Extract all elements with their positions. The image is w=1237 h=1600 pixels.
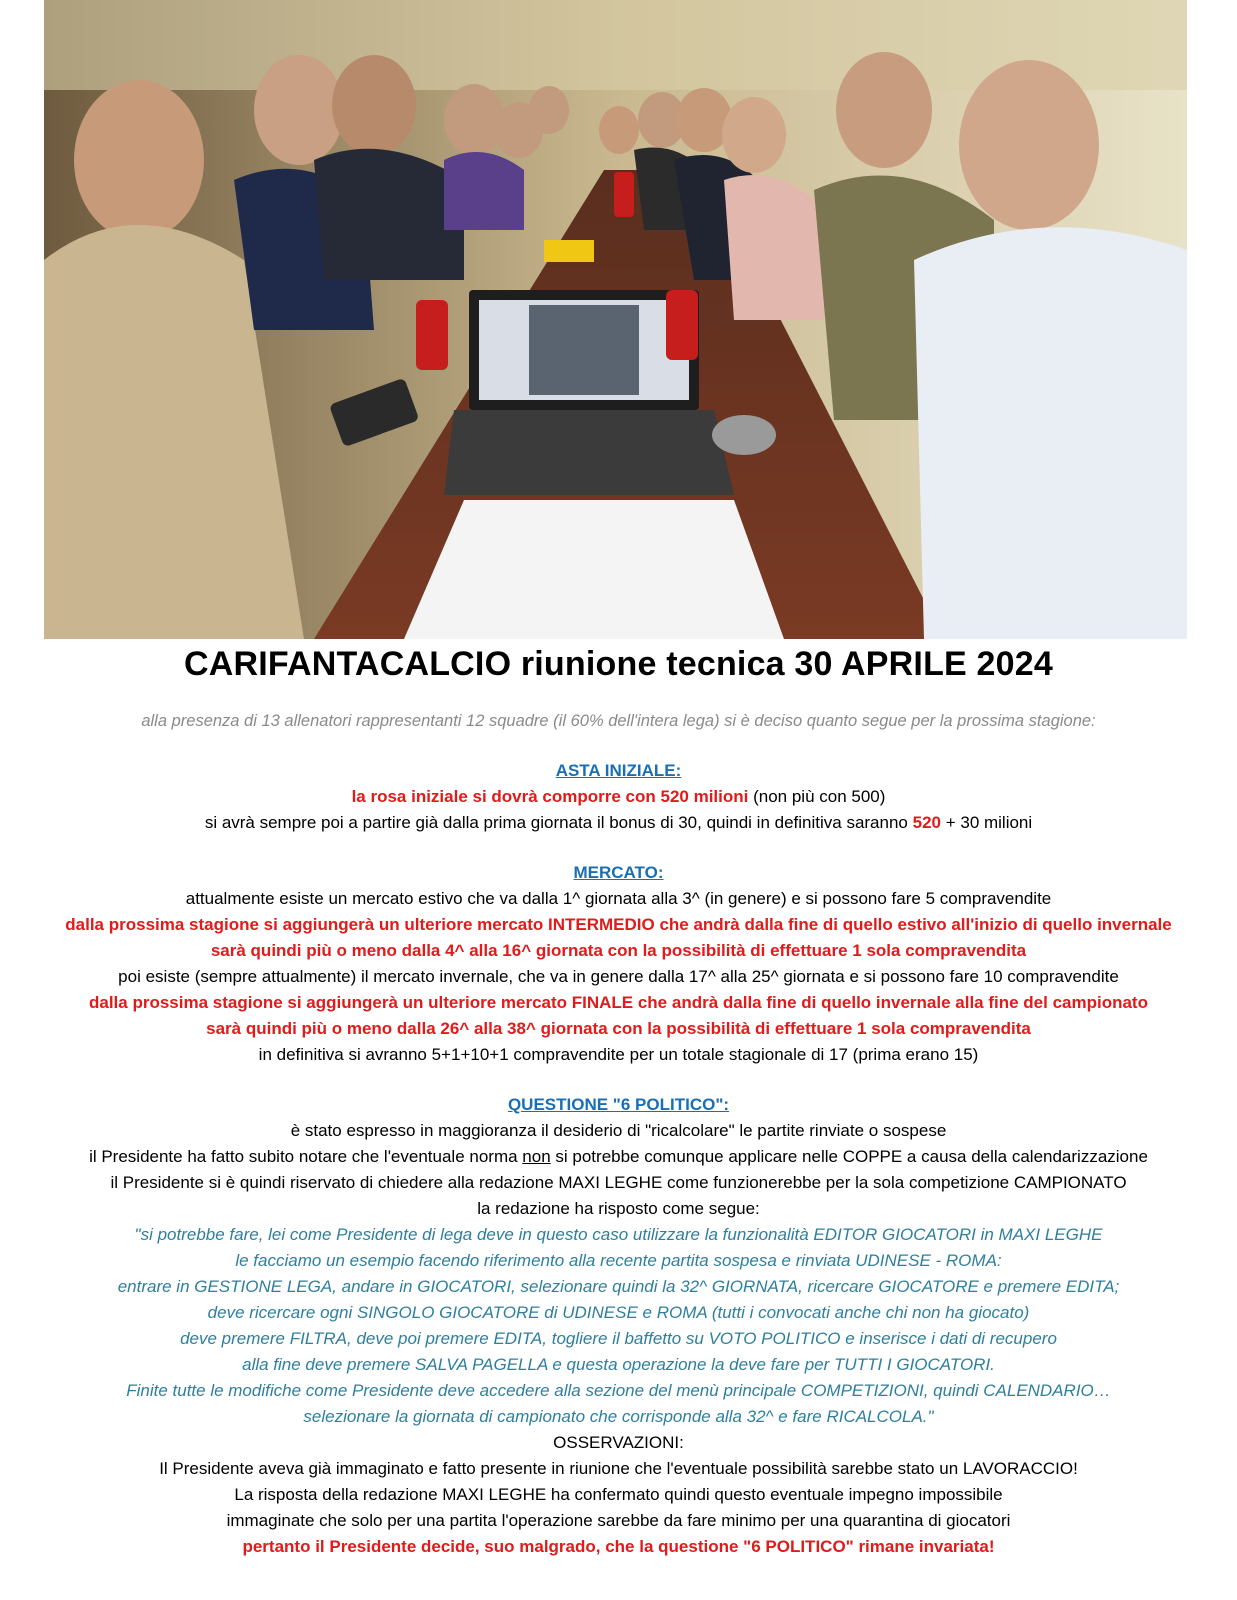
redazione-quote-line: le facciamo un esempio facendo riferimento alla recente partita sospesa e rinviata UDINESE - ROMA: <box>235 1251 1002 1270</box>
mercato-line-highlight: dalla prossima stagione si aggiungerà un ulteriore mercato INTERMEDIO che andrà dalla fine di quello estivo all'inizio di quello invernale <box>65 915 1172 934</box>
observation-line: immaginate che solo per una partita l'operazione sarebbe da fare minimo per una quarantina di giocatori <box>226 1511 1011 1530</box>
section-heading-politico: QUESTIONE "6 POLITICO": <box>507 1095 730 1114</box>
redazione-quote-line: deve ricercare ogni SINGOLO GIOCATORE di UDINESE e ROMA (tutti i convocati anche chi non ha giocato) <box>207 1303 1030 1322</box>
section-heading-asta: ASTA INIZIALE: <box>555 761 682 780</box>
politico-line: il Presidente si è quindi riservato di chiedere alla redazione MAXI LEGHE come funzionerebbe per la sola competizione CAMPIONATO <box>110 1173 1127 1192</box>
page-title: CARIFANTACALCIO riunione tecnica 30 APRILE 2024 <box>183 645 1053 683</box>
politico-line-post: si potrebbe comunque applicare nelle COPPE a causa della calendarizzazione <box>550 1147 1148 1166</box>
observation-line: Il Presidente aveva già immaginato e fatto presente in riunione che l'eventuale possibilità sarebbe stato un LAVORACCIO! <box>159 1459 1078 1478</box>
asta-line-2-post: + 30 milioni <box>940 813 1033 832</box>
redazione-quote-line: deve premere FILTRA, deve poi premere EDITA, togliere il baffetto su VOTO POLITICO e inserisce i dati di recupero <box>180 1329 1057 1348</box>
observation-line: La risposta della redazione MAXI LEGHE ha confermato quindi questo eventuale impegno impossibile <box>234 1485 1003 1504</box>
politico-line: la redazione ha risposto come segue: <box>477 1199 760 1218</box>
asta-line-1-rest: (non più con 500) <box>748 787 886 806</box>
mercato-line: attualmente esiste un mercato estivo che va dalla 1^ giornata alla 3^ (in genere) e si possono fare 5 compravendite <box>185 889 1052 908</box>
redazione-quote-line: alla fine deve premere SALVA PAGELLA e questa operazione la deve fare per TUTTI I GIOCATORI. <box>242 1355 995 1374</box>
intro-text: alla presenza di 13 allenatori rappresentanti 12 squadre (il 60% dell'intera lega) si è deciso quanto segue per la prossima stagione: <box>141 712 1096 730</box>
politico-line <box>0 1144 1237 1170</box>
mercato-line: poi esiste (sempre attualmente) il mercato invernale, che va in genere dalla 17^ alla 25^ giornata e si possono fare 10 compravendite <box>118 967 1119 986</box>
politico-line: è stato espresso in maggioranza il desiderio di "ricalcolare" le partite rinviate o sospese <box>290 1121 947 1140</box>
asta-line-2-highlight: 520 <box>912 813 941 832</box>
mercato-line: in definitiva si avranno 5+1+10+1 compravendite per un totale stagionale di 17 (prima erano 15) <box>258 1045 979 1064</box>
document-body <box>0 708 1237 1560</box>
redazione-quote-line: Finite tutte le modifiche come Presidente deve accedere alla sezione del menù principale COMPETIZIONI, quindi CALENDARIO… <box>126 1381 1111 1400</box>
politico-line-pre: il Presidente ha fatto subito notare che l'eventuale norma <box>89 1147 523 1166</box>
asta-line-1 <box>0 784 1237 810</box>
observations-heading: OSSERVAZIONI: <box>553 1433 684 1452</box>
redazione-quote-line: selezionare la giornata di campionato che corrisponde alla 32^ e fare RICALCOLA." <box>303 1407 934 1426</box>
asta-line-1-highlight: la rosa iniziale si dovrà comporre con 520 milioni <box>351 787 749 806</box>
politico-underlined-word: non <box>522 1147 551 1166</box>
asta-line-2-pre: si avrà sempre poi a partire già dalla prima giornata il bonus di 30, quindi in definitiva saranno <box>204 813 913 832</box>
mercato-line-highlight: dalla prossima stagione si aggiungerà un ulteriore mercato FINALE che andrà dalla fine di quello invernale alla fine del campionato <box>89 993 1148 1012</box>
redazione-quote-line: "si potrebbe fare, lei come Presidente di lega deve in questo caso utilizzare la funzionalità EDITOR GIOCATORI in MAXI LEGHE <box>134 1225 1103 1244</box>
section-heading-mercato: MERCATO: <box>573 863 664 882</box>
mercato-line-highlight: sarà quindi più o meno dalla 26^ alla 38^ giornata con la possibilità di effettuare 1 sola compravendita <box>206 1019 1031 1038</box>
redazione-quote-line: entrare in GESTIONE LEGA, andare in GIOCATORI, selezionare quindi la 32^ GIORNATA, ricercare GIOCATORE e premere EDITA; <box>117 1277 1120 1296</box>
mercato-line-highlight: sarà quindi più o meno dalla 4^ alla 16^ giornata con la possibilità di effettuare 1 sola compravendita <box>210 941 1027 960</box>
group-photo-illustration <box>44 0 1187 639</box>
asta-line-2 <box>0 810 1237 836</box>
final-decision: pertanto il Presidente decide, suo malgrado, che la questione "6 POLITICO" rimane invariata! <box>242 1537 995 1556</box>
group-photo <box>44 0 1187 639</box>
